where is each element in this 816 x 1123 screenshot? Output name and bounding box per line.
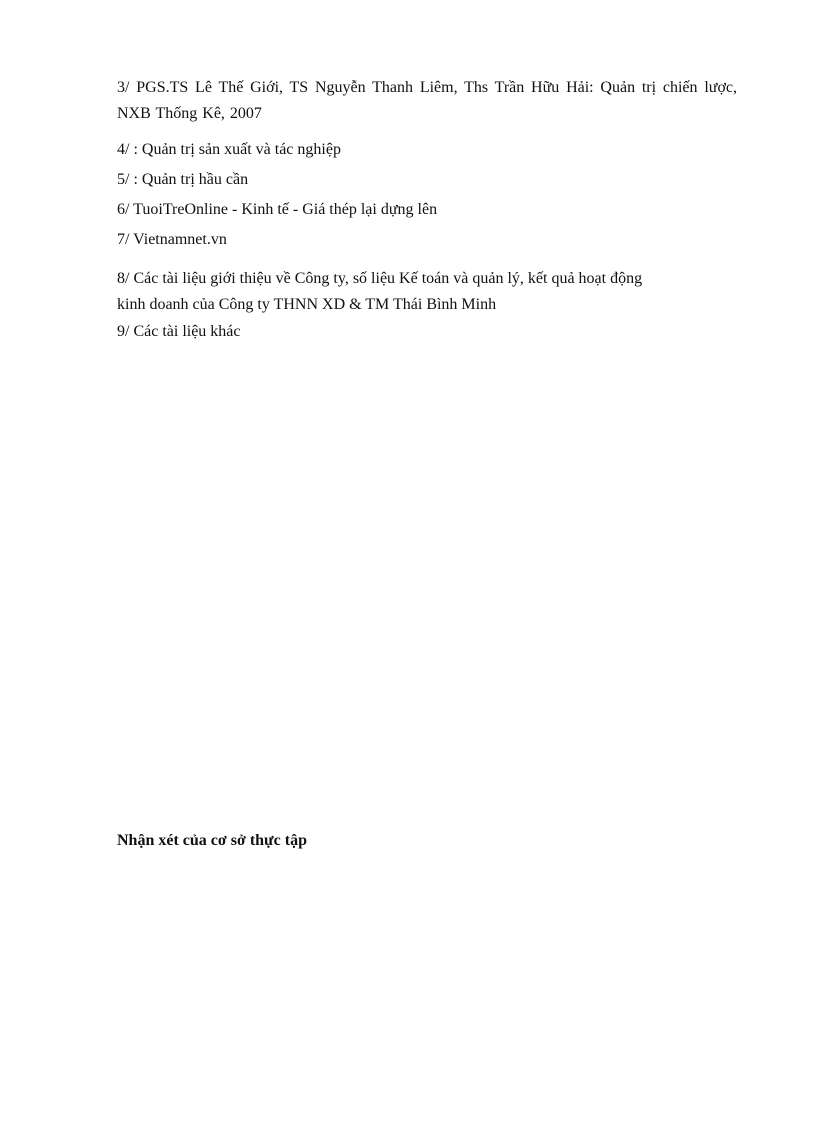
reference-item-8-line-2: kinh doanh của Công ty THNN XD & TM Thái Bình Minh xyxy=(117,296,497,313)
reference-item-5: 5/ : Quản trị hầu cần xyxy=(117,171,249,188)
reference-item-8-line-1: 8/ Các tài liệu giới thiệu về Công ty, số liệu Kế toán và quản lý, kết quả hoạt động xyxy=(117,270,643,287)
reference-item-7: 7/ Vietnamnet.vn xyxy=(117,231,227,248)
internship-comment-heading: Nhận xét của cơ sở thực tập xyxy=(117,832,307,849)
reference-item-4: 4/ : Quản trị sản xuất và tác nghiệp xyxy=(117,141,341,158)
reference-item-3: 3/ PGS.TS Lê Thế Giới, TS Nguyễn Thanh Liêm, Ths Trần Hữu Hải: Quản trị chiến lược, NXB Thống Kê, 2007 xyxy=(117,79,737,122)
reference-item-9: 9/ Các tài liệu khác xyxy=(117,323,241,340)
reference-item-8 xyxy=(117,266,737,318)
reference-item-6: 6/ TuoiTreOnline - Kinh tế - Giá thép lại dựng lên xyxy=(117,201,438,218)
